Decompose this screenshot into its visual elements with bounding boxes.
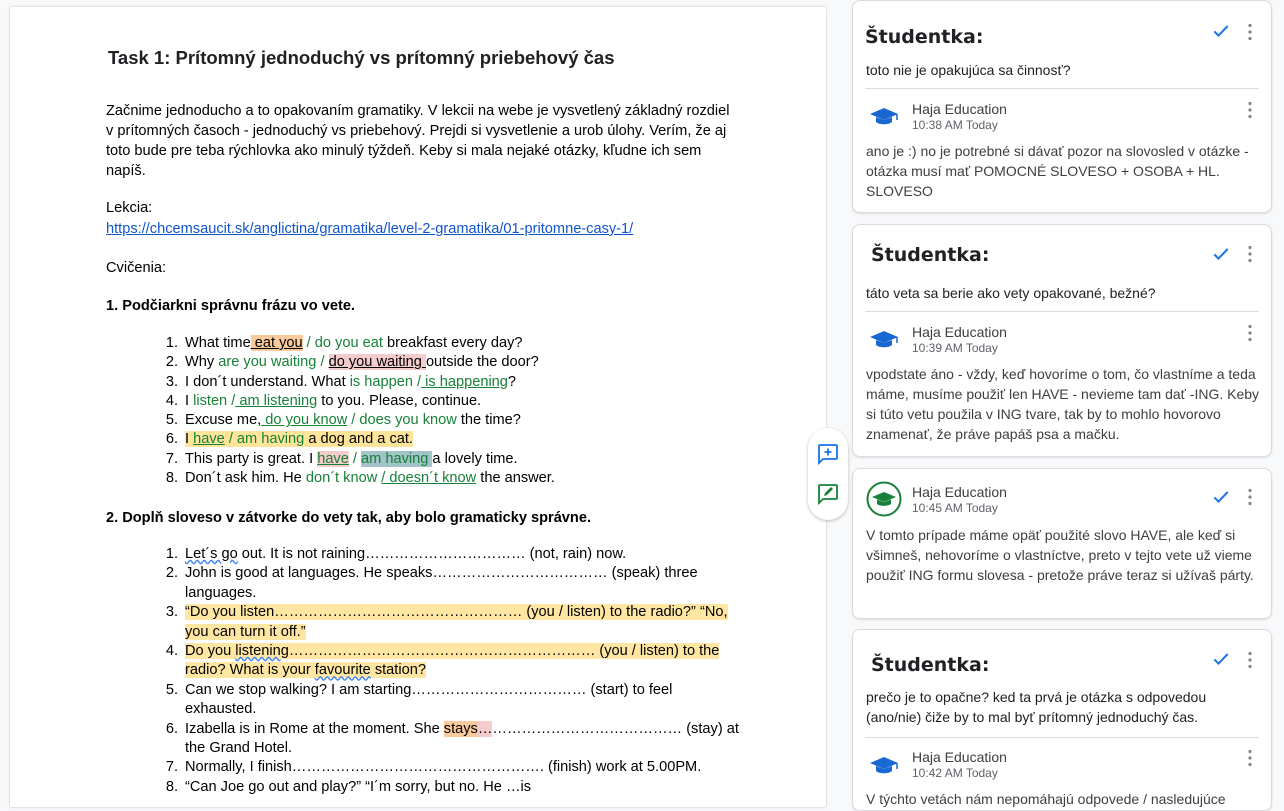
doc-title: Task 1: Prítomný jednoduchý vs prítomný priebehový čas: [108, 47, 615, 68]
comment-thread-4[interactable]: [852, 629, 1272, 811]
side-toolbar: [808, 428, 848, 520]
exercise-item: [106, 468, 746, 487]
text-segment: …: [477, 720, 493, 737]
exercise-item: [106, 410, 746, 429]
reply-text: ano je :) no je potrebné si dávať pozor na slovosled v otázke - otázka musí mať POMOCNÉ SLOVESO + OSOBA + HL. SLOVESO: [866, 143, 1249, 199]
more-vert-icon[interactable]: [1247, 245, 1253, 263]
exercise-item: [106, 333, 746, 352]
document-page[interactable]: [10, 7, 826, 807]
item-number: 3.: [165, 373, 178, 390]
reply-author: Haja Education: [912, 101, 1007, 117]
text-segment: the time?: [456, 412, 521, 429]
text-segment: out. It is not raining…………………………… (not, rain) now.: [237, 546, 627, 562]
text-segment: breakfast every day?: [382, 335, 523, 351]
exercise-item: [106, 603, 745, 642]
text-segment: to you. Please, continue.: [317, 392, 482, 409]
item-number: 1.: [165, 546, 178, 562]
text-segment: a lovely time.: [432, 450, 518, 467]
text-segment: is happen /: [349, 373, 422, 390]
reply-author: Haja Education: [912, 484, 1007, 500]
reply-author: Haja Education: [912, 749, 1007, 765]
text-segment: do you waiting: [328, 354, 426, 371]
exercise2-list: [106, 545, 746, 797]
text-segment: Can we stop walking? I am starting……………………………… (start) to feel exhausted.: [185, 681, 673, 718]
more-vert-icon[interactable]: [1247, 749, 1253, 767]
comment-question: toto nie je opakujúca sa činnosť?: [866, 62, 1071, 78]
text-segment: / does you know: [347, 412, 457, 429]
text-segment: have: [317, 450, 349, 467]
exercise-item: [106, 778, 745, 797]
check-icon[interactable]: [1211, 649, 1231, 669]
reply-text: vpodstate áno - vždy, keď hovoríme o tom, čo vlastníme a teda máme, musíme použiť len HAVE - nevieme tam dať -ING. Keby si túto vetu použila v ING tvare, tak by to mohlo hovorovo znamenať, že práve papáš psa a mačku.: [866, 366, 1260, 442]
reply-text: V týchto vetách nám nepomáhajú odpovede / nasledujúce: [866, 791, 1226, 807]
graduation-cap-icon: [866, 747, 902, 783]
more-vert-icon[interactable]: [1247, 324, 1253, 342]
text-segment: This party is great. I: [185, 450, 318, 467]
text-segment: ………………………………… (stay) at the Grand Hotel.: [185, 720, 739, 757]
text-segment: am listening: [235, 392, 318, 409]
text-segment: stays: [443, 720, 478, 737]
item-number: 8.: [165, 778, 178, 795]
text-segment: listen /: [193, 392, 236, 409]
text-segment: the answer.: [476, 470, 555, 487]
text-segment: “Can Joe go out and play?” “I´m sorry, but no. He …is: [185, 778, 532, 795]
text-segment: Don´t ask him. He: [185, 470, 306, 487]
section1-title: 1. Podčiarkni správnu frázu vo vete.: [106, 298, 355, 314]
exercise-item: [106, 352, 746, 371]
exercise-item: [106, 564, 745, 603]
item-number: 5.: [165, 412, 178, 429]
item-number: 6.: [165, 720, 178, 737]
text-segment: What time: [185, 335, 251, 351]
exercise-item: [106, 681, 745, 720]
item-number: 8.: [165, 470, 178, 487]
item-number: 3.: [165, 604, 178, 621]
exercise-item: [106, 449, 746, 468]
text-segment: favourite: [314, 662, 371, 679]
text-segment: listening: [235, 643, 289, 660]
item-number: 4.: [165, 643, 178, 660]
text-segment: I: [185, 431, 194, 448]
comment-question: táto veta sa berie ako vety opakované, bežné?: [866, 285, 1156, 301]
exercise-item: [106, 720, 745, 759]
more-vert-icon[interactable]: [1247, 488, 1253, 506]
text-segment: Excuse me,: [185, 412, 262, 429]
text-segment: Izabella is in Rome at the moment. She: [185, 720, 444, 737]
check-icon[interactable]: [1211, 487, 1231, 507]
more-vert-icon[interactable]: [1247, 651, 1253, 669]
text-segment: a dog and a cat.: [304, 431, 413, 448]
item-number: 5.: [165, 681, 178, 698]
cvicenia-label: Cvičenia:: [106, 260, 167, 276]
text-segment: station?: [370, 662, 426, 679]
text-segment: “Do you listen…………………………………………… (you / listen) to the radio?” “No, you can turn it off.”: [185, 604, 728, 640]
exercise-item: [106, 391, 746, 410]
comment-thread-2[interactable]: [852, 224, 1272, 457]
item-number: 6.: [165, 431, 178, 448]
text-segment: Let´s go: [185, 546, 238, 562]
reply-author: Haja Education: [912, 324, 1007, 340]
check-icon[interactable]: [1211, 21, 1231, 41]
text-segment: am having: [361, 450, 433, 467]
item-number: 4.: [165, 392, 178, 409]
exercise-item: [106, 372, 746, 391]
reply-time: 10:38 AM Today: [912, 118, 998, 132]
text-segment: / do you eat: [302, 335, 383, 351]
item-number: 2.: [165, 354, 178, 371]
reply-time: 10:45 AM Today: [912, 501, 998, 515]
suggest-edit-icon[interactable]: [816, 482, 840, 506]
text-segment: / doesn´t know: [381, 470, 477, 487]
intro-paragraph: Začnime jednoducho a to opakovaním gramatiky. V lekcii na webe je vysvetlený základný rozdiel v prítomných časoch - jednoduchý vs priebehový. Prejdi si vysvetlenie a urob úlohy. Verím, že aj toto bude pre teba rýchlovka ako minulý týždeň. Keby si mala nejaké otázky, kľudne ich sem napíš.: [106, 103, 730, 179]
lekcia-label: Lekcia:: [106, 200, 153, 216]
comment-thread-1[interactable]: [852, 0, 1272, 213]
text-segment: Do you: [185, 643, 236, 660]
item-number: 1.: [165, 335, 178, 351]
comment-divider: [865, 311, 1259, 312]
reply-time: 10:42 AM Today: [912, 766, 998, 780]
exercise-item: [106, 758, 745, 777]
text-segment: ……………………………………………………… (you / listen) to the radio? What is your: [185, 643, 720, 679]
text-segment: is happening: [421, 373, 508, 390]
text-segment: outside the door?: [425, 354, 539, 371]
item-number: 7.: [165, 450, 178, 467]
item-number: 2.: [165, 565, 178, 582]
text-segment: are you waiting /: [218, 354, 329, 371]
text-segment: I: [185, 392, 194, 409]
text-segment: have: [193, 431, 225, 448]
reply-time: 10:39 AM Today: [912, 341, 998, 355]
comment-author-heading: Študentka:: [871, 654, 990, 676]
add-comment-icon[interactable]: [816, 442, 840, 466]
graduation-cap-icon: [866, 98, 902, 134]
exercise1-list: [106, 333, 746, 487]
text-segment: Why: [185, 354, 219, 371]
text-segment: I don´t understand. What: [185, 373, 350, 390]
text-segment: eat you: [250, 335, 303, 351]
comment-question: prečo je to opačne? ked ta prvá je otázka s odpovedou (ano/nie) čiže by to mal byť prítomný jednoduchý čas.: [866, 689, 1207, 725]
more-vert-icon[interactable]: [1247, 23, 1253, 41]
reply-text: V tomto prípade máme opäť použité slovo HAVE, ale keď si všimneš, nehovoríme o vlastníctve, preto v tejto vete už vieme použiť ING formu slovesa - pretože práve teraz si užívaš párty.: [866, 527, 1254, 583]
comment-thread-3[interactable]: [852, 468, 1272, 619]
text-segment: /: [348, 450, 362, 467]
lesson-link[interactable]: https://chcemsaucit.sk/anglictina/gramatika/level-2-gramatika/01-pritomne-casy-1/: [106, 221, 634, 237]
graduation-cap-icon: [866, 321, 902, 357]
comment-author-heading: Študentka:: [865, 26, 984, 48]
exercise-item: [106, 545, 745, 564]
text-segment: Normally, I finish……………………………………………. (finish) work at 5.00PM.: [185, 759, 702, 776]
text-segment: ?: [507, 373, 517, 390]
text-segment: don´t know: [305, 470, 382, 487]
section2-title: 2. Doplň sloveso v zátvorke do vety tak, aby bolo gramaticky správne.: [106, 510, 592, 526]
exercise-item: [106, 642, 745, 681]
text-segment: do you know: [261, 412, 348, 429]
more-vert-icon[interactable]: [1247, 101, 1253, 119]
item-number: 7.: [165, 759, 178, 776]
comment-author-heading: Študentka:: [871, 244, 990, 266]
text-segment: John is good at languages. He speaks……………………………… (speak) three languages.: [185, 565, 698, 601]
graduation-cap-icon: [866, 481, 902, 517]
comment-divider: [865, 88, 1259, 89]
check-icon[interactable]: [1211, 244, 1231, 264]
comment-divider: [865, 737, 1259, 738]
text-segment: / am having: [224, 431, 305, 448]
exercise-item: [106, 429, 746, 448]
